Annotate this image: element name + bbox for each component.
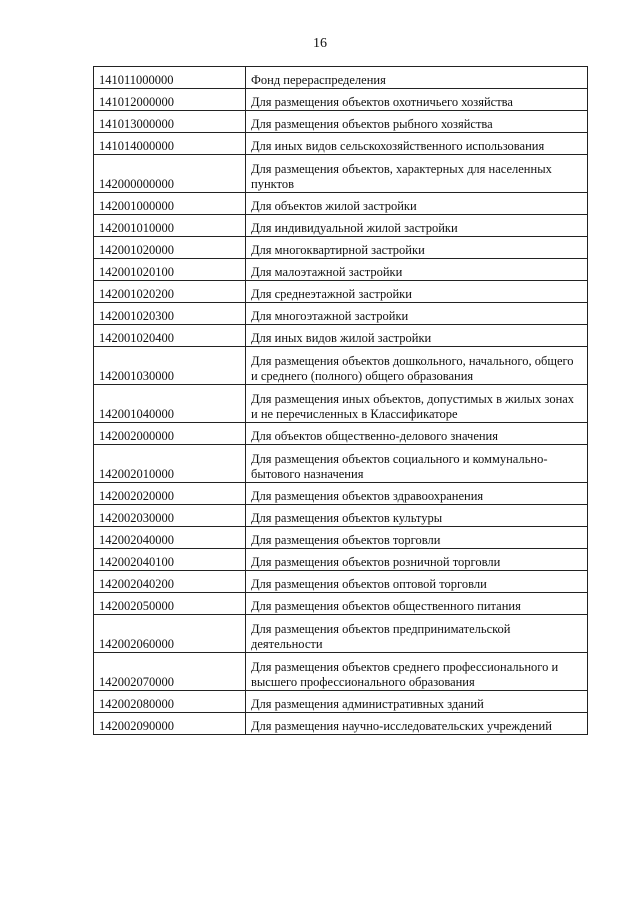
table-row — [94, 653, 588, 691]
table-row — [94, 303, 588, 325]
table-row — [94, 237, 588, 259]
code-cell: 142002000000 — [94, 423, 246, 445]
code-cell: 142001010000 — [94, 215, 246, 237]
code-cell: 142002090000 — [94, 713, 246, 735]
table-row — [94, 505, 588, 527]
description-cell: Для малоэтажной застройки — [246, 259, 588, 281]
description-cell: Для размещения административных зданий — [246, 691, 588, 713]
table-row — [94, 615, 588, 653]
description-cell: Для размещения объектов, характерных для населенных пунктов — [246, 155, 588, 193]
table-row — [94, 483, 588, 505]
table-row — [94, 325, 588, 347]
description-cell: Для размещения объектов культуры — [246, 505, 588, 527]
code-cell: 142002020000 — [94, 483, 246, 505]
description-cell: Для размещения объектов среднего профессионального и высшего профессионального образования — [246, 653, 588, 691]
code-cell: 142001020300 — [94, 303, 246, 325]
description-cell: Для объектов общественно-делового значения — [246, 423, 588, 445]
table-row — [94, 67, 588, 89]
table-row — [94, 193, 588, 215]
table-row — [94, 155, 588, 193]
table-row — [94, 111, 588, 133]
code-cell: 142002040100 — [94, 549, 246, 571]
page-number: 16 — [313, 36, 327, 51]
code-cell: 142002010000 — [94, 445, 246, 483]
table-row — [94, 691, 588, 713]
code-cell: 142002070000 — [94, 653, 246, 691]
description-cell: Для многоэтажной застройки — [246, 303, 588, 325]
table-row — [94, 713, 588, 735]
description-cell: Для объектов жилой застройки — [246, 193, 588, 215]
description-cell: Для размещения объектов розничной торговли — [246, 549, 588, 571]
description-cell: Для размещения объектов торговли — [246, 527, 588, 549]
description-cell: Для среднеэтажной застройки — [246, 281, 588, 303]
description-cell: Для размещения объектов охотничьего хозяйства — [246, 89, 588, 111]
table-row — [94, 281, 588, 303]
code-cell: 142001020000 — [94, 237, 246, 259]
description-cell: Для размещения объектов оптовой торговли — [246, 571, 588, 593]
table-row — [94, 133, 588, 155]
description-cell: Для размещения объектов общественного питания — [246, 593, 588, 615]
code-cell: 142002080000 — [94, 691, 246, 713]
table-row — [94, 593, 588, 615]
code-cell: 142002030000 — [94, 505, 246, 527]
table-row — [94, 215, 588, 237]
table-row — [94, 527, 588, 549]
description-cell: Для размещения объектов социального и коммунально-бытового назначения — [246, 445, 588, 483]
description-cell: Для размещения объектов предпринимательской деятельности — [246, 615, 588, 653]
description-cell: Для размещения иных объектов, допустимых в жилых зонах и не перечисленных в Классификаторе — [246, 385, 588, 423]
description-cell: Для размещения объектов дошкольного, начального, общего и среднего (полного) общего образования — [246, 347, 588, 385]
table-row — [94, 259, 588, 281]
table-row — [94, 445, 588, 483]
description-cell: Для иных видов жилой застройки — [246, 325, 588, 347]
table-row — [94, 423, 588, 445]
code-cell: 142001020100 — [94, 259, 246, 281]
table-row — [94, 385, 588, 423]
code-cell: 142001020200 — [94, 281, 246, 303]
code-cell: 142002040200 — [94, 571, 246, 593]
code-cell: 142001000000 — [94, 193, 246, 215]
code-cell: 141012000000 — [94, 89, 246, 111]
description-cell: Для размещения объектов здравоохранения — [246, 483, 588, 505]
code-cell: 141011000000 — [94, 67, 246, 89]
code-cell: 142002050000 — [94, 593, 246, 615]
description-cell: Для индивидуальной жилой застройки — [246, 215, 588, 237]
land-use-classifier-table — [93, 66, 588, 735]
table-row — [94, 347, 588, 385]
code-cell: 142002060000 — [94, 615, 246, 653]
description-cell: Для многоквартирной застройки — [246, 237, 588, 259]
description-cell: Для размещения объектов рыбного хозяйства — [246, 111, 588, 133]
code-cell: 142001040000 — [94, 385, 246, 423]
table-row — [94, 571, 588, 593]
table-row — [94, 549, 588, 571]
description-cell: Для размещения научно-исследовательских учреждений — [246, 713, 588, 735]
code-cell: 141014000000 — [94, 133, 246, 155]
description-cell: Для иных видов сельскохозяйственного использования — [246, 133, 588, 155]
code-cell: 142002040000 — [94, 527, 246, 549]
code-cell: 142001020400 — [94, 325, 246, 347]
table-row — [94, 89, 588, 111]
code-cell: 142000000000 — [94, 155, 246, 193]
code-cell: 142001030000 — [94, 347, 246, 385]
description-cell: Фонд перераспределения — [246, 67, 588, 89]
code-cell: 141013000000 — [94, 111, 246, 133]
